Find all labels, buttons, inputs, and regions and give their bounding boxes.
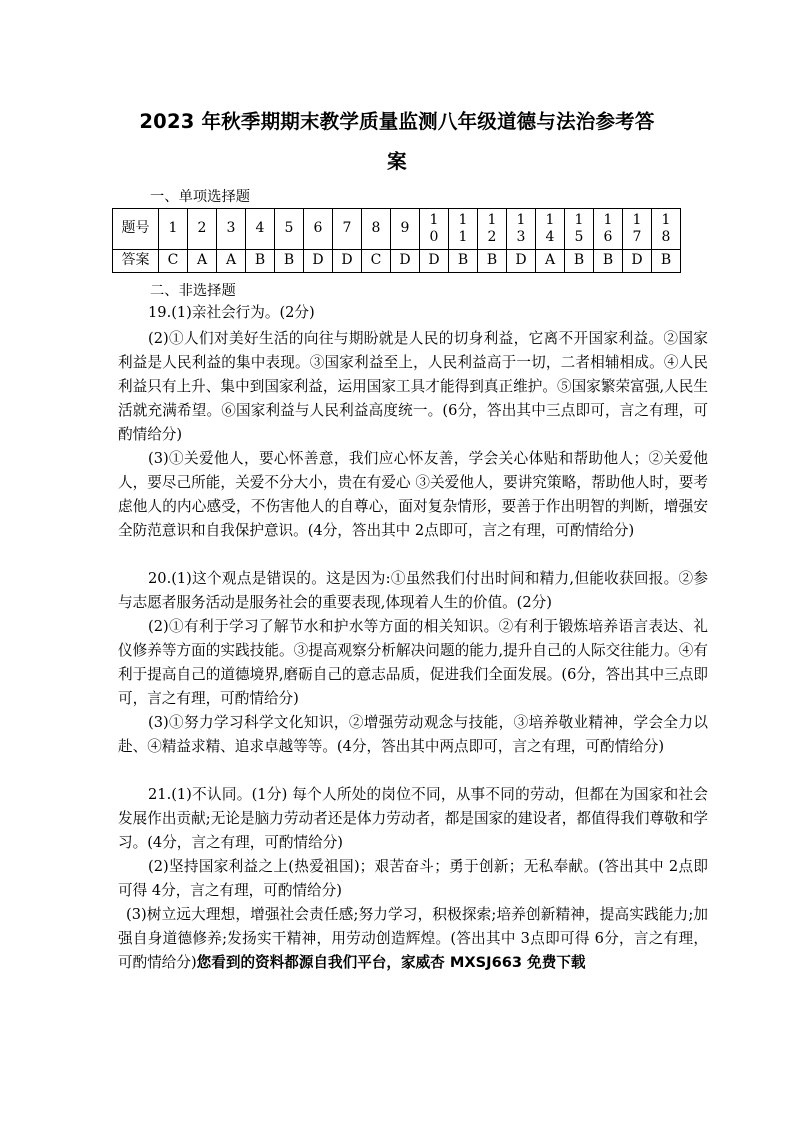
q19-part3: (3)①关爱他人，要心怀善意，我们应心怀友善，学会关心体贴和帮助他人；②关爱他人，要尽己所能，关爱不分大小，贵在有爱心 ③关爱他人，要讲究策略，帮助他人时，要考虑他人的内心感受，不伤害他人的自尊心，面对复杂情形，要善于作出明智的判断，增强安全防范意识和自我保护意识。(4分，答出其中 2点即可，言之有理，可酌情给分) [118, 450, 708, 539]
answer-cell: B [652, 249, 681, 272]
answer-table [112, 208, 681, 273]
question-number-cell: 4 [246, 209, 275, 250]
section-heading-single-choice: 一、单项选择题 [150, 189, 251, 205]
answer-cell: C [159, 249, 188, 272]
answer-table-answer-row [113, 249, 681, 272]
question-number-cell: 1 1 [449, 209, 478, 250]
answer-cell: B [275, 249, 304, 272]
document-title-line2: 案 [387, 150, 407, 173]
question-number-cell: 7 [333, 209, 362, 250]
q21-part3-text: (3)树立远大理想，增强社会责任感;努力学习，积极探索;培养创新精神，提高实践能力;加强自身道德修养;发扬实干精神，用劳动创造辉煌。(答出其中 3点即可得 6分，言之有理，可酌情给分) [118, 906, 708, 971]
question-number-cell: 3 [217, 209, 246, 250]
footer-notice: 您看到的资料都源自我们平台，家威杏 MXSJ663 免费下载 [196, 954, 586, 971]
q20-part2: (2)①有利于学习了解节水和护水等方面的相关知识。②有利于锻炼培养语言表达、礼仪修养等方面的实践技能。③提高观察分析解决问题的能力,提升自己的人际交往能力。④有利于提高自己的道德境界,磨砺自己的意志品质，促进我们全面发展。(6分，答出其中三点即可，言之有理，可酌情给分) [118, 618, 708, 707]
answer-cell: C [362, 249, 391, 272]
answer-table-number-row [113, 209, 681, 250]
question-number-cell: 1 4 [536, 209, 565, 250]
answer-cell: B [246, 249, 275, 272]
question-number-cell: 1 5 [565, 209, 594, 250]
question-number-cell: 1 7 [623, 209, 652, 250]
q20-part1: 20.(1)这个观点是错误的。这是因为:①虽然我们付出时间和精力,但能收获回报。②参与志愿者服务活动是服务社会的重要表现,体现着人生的价值。(2分) [118, 570, 708, 611]
question-number-cell: 6 [304, 209, 333, 250]
question-number-cell: 9 [391, 209, 420, 250]
answer-cell: D [333, 249, 362, 272]
answer-cell: B [449, 249, 478, 272]
question-number-cell: 1 2 [478, 209, 507, 250]
question-number-cell: 8 [362, 209, 391, 250]
answer-cell: A [217, 249, 246, 272]
q21-part1: 21.(1)不认同。(1分) 每个人所处的岗位不同，从事不同的劳动，但都在为国家和社会发展作出贡献;无论是脑力劳动者还是体力劳动者，都是国家的建设者，都值得我们尊敬和学习。(4分，言之有理，可酌情给分) [118, 786, 708, 851]
question-number-cell: 1 6 [594, 209, 623, 250]
answer-cell: B [478, 249, 507, 272]
question-number-cell: 1 [159, 209, 188, 250]
question-number-cell: 1 3 [507, 209, 536, 250]
question-number-cell: 5 [275, 209, 304, 250]
answer-cell: A [536, 249, 565, 272]
table-header-answer: 答案 [113, 249, 159, 272]
answer-cell: D [304, 249, 333, 272]
answer-cell: A [188, 249, 217, 272]
q21-part2: (2)坚持国家利益之上(热爱祖国)；艰苦奋斗；勇于创新；无私奉献。(答出其中 2点即可得 4分，言之有理，可酌情给分) [118, 858, 708, 899]
q19-part1: 19.(1)亲社会行为。(2分) [148, 304, 315, 321]
answer-cell: B [565, 249, 594, 272]
document-title-line1: 2023 年秋季期期末教学质量监测八年级道德与法治参考答 [139, 110, 655, 133]
q19-part2: (2)①人们对美好生活的向往与期盼就是人民的切身利益，它离不开国家利益。②国家利益是人民利益的集中表现。③国家利益至上，人民利益高于一切，二者相辅相成。④人民利益只有上升、集中到国家利益，运用国家工具才能得到真正维护。⑤国家繁荣富强,人民生活就充满希望。⑥国家利益与人民利益高度统一。(6分，答出其中三点即可，言之有理，可酌情给分) [118, 330, 708, 443]
answer-cell: D [507, 249, 536, 272]
question-number-cell: 1 8 [652, 209, 681, 250]
answer-cell: B [594, 249, 623, 272]
answer-cell: D [420, 249, 449, 272]
question-number-cell: 2 [188, 209, 217, 250]
q21-part3 [118, 903, 708, 975]
answer-cell: D [623, 249, 652, 272]
section-heading-non-choice: 二、非选择题 [150, 283, 236, 299]
table-header-number: 题号 [113, 209, 159, 250]
answer-cell: D [391, 249, 420, 272]
q20-part3: (3)①努力学习科学文化知识，②增强劳动观念与技能，③培养敬业精神，学会全力以赴、④精益求精、追求卓越等等。(4分，答出其中两点即可，言之有理，可酌情给分) [118, 714, 708, 755]
question-number-cell: 1 0 [420, 209, 449, 250]
